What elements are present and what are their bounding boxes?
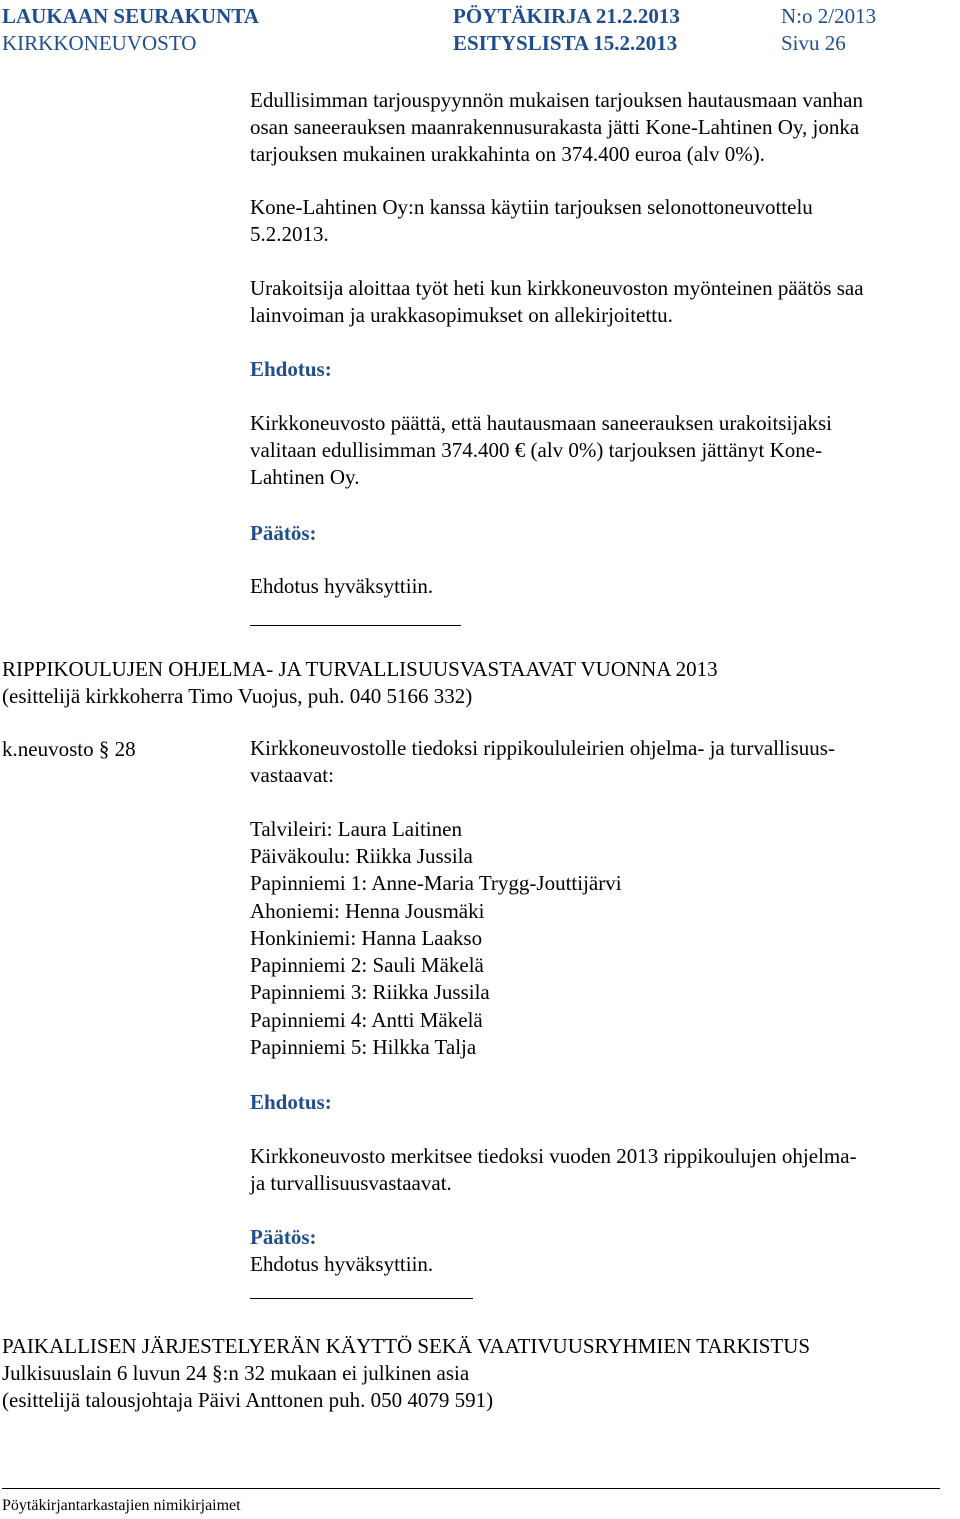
footer-rule (2, 1488, 940, 1489)
footer-text: Pöytäkirjantarkastajien nimikirjaimet (2, 1497, 241, 1514)
minutes-date: PÖYTÄKIRJA 21.2.2013 (453, 4, 680, 28)
assignment-item: Päiväkoulu: Riikka Jussila (250, 844, 473, 868)
decision-text: Ehdotus hyväksyttiin. (250, 574, 434, 598)
council-name: KIRKKONEUVOSTO (2, 31, 197, 55)
assignment-item: Papinniemi 3: Riikka Jussila (250, 980, 490, 1004)
assignment-item: Papinniemi 5: Hilkka Talja (250, 1035, 477, 1059)
org-name: LAUKAAN SEURAKUNTA (2, 4, 259, 28)
section-divider (250, 1298, 473, 1299)
assignment-item: Papinniemi 2: Sauli Mäkelä (250, 953, 484, 977)
decision-label: Päätös: (250, 521, 317, 545)
agenda-date: ESITYSLISTA 15.2.2013 (453, 31, 678, 55)
decision-text: Ehdotus hyväksyttiin. (250, 1252, 434, 1276)
page-number: Sivu 26 (781, 31, 846, 55)
assignment-item: Honkiniemi: Hanna Laakso (250, 926, 483, 950)
paragraph-reference: k.neuvosto § 28 (2, 737, 136, 761)
section-title: PAIKALLISEN JÄRJESTELYERÄN KÄYTTÖ SEKÄ VAATIVUUSRYHMIEN TARKISTUS (2, 1334, 811, 1358)
body-text-line: Edullisimman tarjouspyynnön mukaisen tarjouksen hautausmaan vanhan (250, 88, 863, 112)
document-number: N:o 2/2013 (781, 4, 877, 28)
assignment-item: Talvileiri: Laura Laitinen (250, 817, 462, 841)
proposal-label: Ehdotus: (250, 1090, 332, 1114)
confidentiality-note: Julkisuuslain 6 luvun 24 §:n 32 mukaan ei julkinen asia (2, 1361, 470, 1385)
body-text-line: lainvoiman ja urakkasopimukset on allekirjoitettu. (250, 303, 673, 327)
assignment-item: Papinniemi 4: Antti Mäkelä (250, 1008, 483, 1032)
body-text-line: Kone-Lahtinen Oy:n kanssa käytiin tarjouksen selonottoneuvottelu (250, 195, 813, 219)
presenter-info: (esittelijä kirkkoherra Timo Vuojus, puh. 040 5166 332) (2, 684, 473, 708)
proposal-text-line: Kirkkoneuvosto merkitsee tiedoksi vuoden 2013 rippikoulujen ohjelma- (250, 1144, 857, 1168)
section-divider (250, 625, 461, 626)
body-text-line: Kirkkoneuvostolle tiedoksi rippikoululeirien ohjelma- ja turvallisuus- (250, 736, 835, 760)
body-text-line: Urakoitsija aloittaa työt heti kun kirkkoneuvoston myönteinen päätös saa (250, 276, 864, 300)
proposal-text-line: ja turvallisuusvastaavat. (250, 1171, 452, 1195)
proposal-label: Ehdotus: (250, 357, 332, 381)
proposal-text-line: Kirkkoneuvosto päättä, että hautausmaan saneerauksen urakoitsijaksi (250, 411, 832, 435)
proposal-text-line: Lahtinen Oy. (250, 465, 360, 489)
body-text-line: tarjouksen mukainen urakkahinta on 374.400 euroa (alv 0%). (250, 142, 765, 166)
body-text-line: vastaavat: (250, 763, 334, 787)
decision-label: Päätös: (250, 1225, 317, 1249)
proposal-text-line: valitaan edullisimman 374.400 € (alv 0%) tarjouksen jättänyt Kone- (250, 438, 823, 462)
section-title: RIPPIKOULUJEN OHJELMA- JA TURVALLISUUSVASTAAVAT VUONNA 2013 (2, 657, 718, 681)
body-text-line: osan saneerauksen maanrakennusurakasta jätti Kone-Lahtinen Oy, jonka (250, 115, 860, 139)
presenter-info: (esittelijä talousjohtaja Päivi Anttonen puh. 050 4079 591) (2, 1388, 494, 1412)
body-text-line: 5.2.2013. (250, 222, 329, 246)
assignment-item: Ahoniemi: Henna Jousmäki (250, 899, 485, 923)
assignment-item: Papinniemi 1: Anne-Maria Trygg-Jouttijärvi (250, 871, 622, 895)
